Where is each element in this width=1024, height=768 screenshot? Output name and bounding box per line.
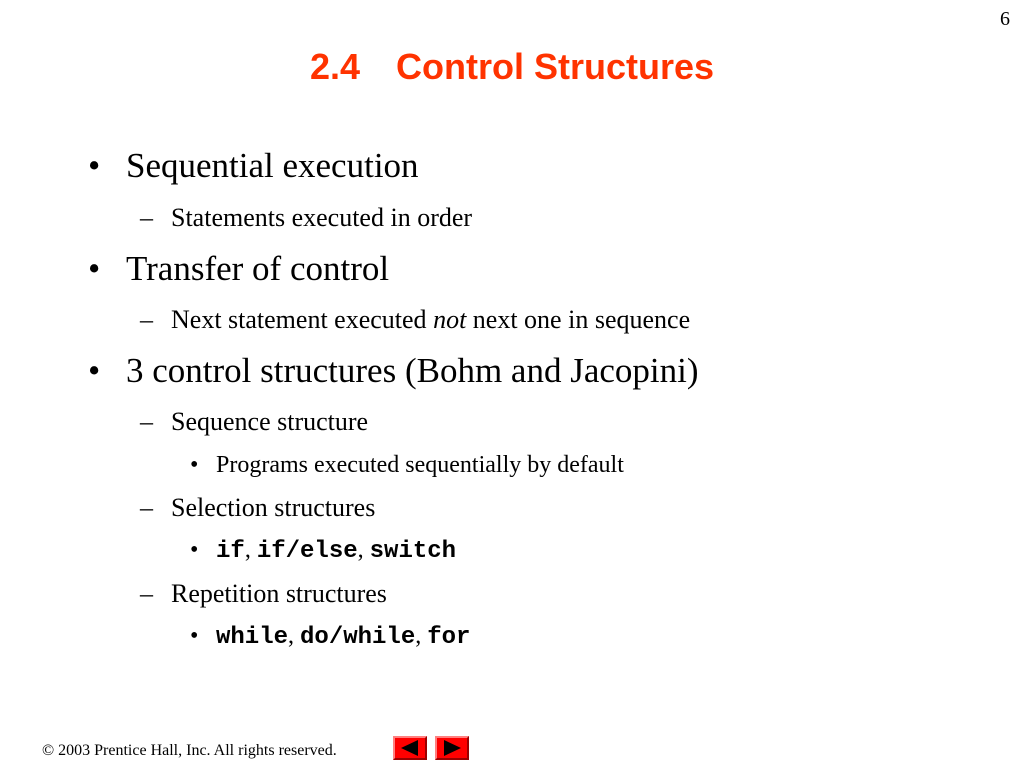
item-text	[216, 537, 456, 565]
sub-bullet-text: Selection structures	[171, 493, 376, 522]
copyright-text: 2003 Prentice Hall, Inc. All rights reserved.	[54, 742, 337, 759]
keyword-do-while: do/while	[300, 624, 416, 651]
right-triangle-icon	[437, 738, 467, 758]
separator: ,	[415, 623, 428, 649]
dash-marker: –	[140, 305, 153, 334]
keyword-for: for	[427, 624, 471, 651]
text-before-emphasis: Next statement executed	[171, 305, 434, 334]
bullet-text: Transfer of control	[126, 249, 390, 288]
text-after-emphasis: next one in sequence	[466, 305, 691, 334]
keyword-if: if	[216, 538, 245, 565]
next-slide-button[interactable]	[435, 736, 469, 760]
sub-bullet-text: Statements executed in order	[171, 203, 473, 232]
keyword-if-else: if/else	[256, 538, 358, 565]
copyright-footer	[42, 742, 337, 760]
dash-marker: –	[140, 579, 153, 608]
slide-title	[0, 46, 1024, 88]
bullet-marker: •	[190, 623, 199, 649]
copyright-symbol: ©	[42, 742, 55, 759]
separator: ,	[244, 537, 257, 563]
left-triangle-icon	[395, 738, 425, 758]
dash-marker: –	[140, 203, 153, 232]
title-text: Control Structures	[396, 46, 715, 87]
item-text: Programs executed sequentially by default	[216, 452, 624, 478]
bullet-marker: •	[190, 537, 199, 563]
keyword-while: while	[216, 624, 289, 651]
bullet-marker: •	[88, 146, 101, 185]
sub-bullet-text	[171, 305, 690, 335]
separator: ,	[357, 537, 370, 563]
dash-marker: –	[140, 493, 153, 522]
previous-slide-button[interactable]	[393, 736, 427, 760]
emphasis-not: not	[433, 305, 467, 334]
keyword-switch: switch	[369, 538, 457, 565]
bullet-text: 3 control structures (Bohm and Jacopini)	[126, 351, 699, 390]
section-number: 2.4	[309, 46, 360, 87]
sub-bullet-text: Sequence structure	[171, 407, 369, 436]
sub-bullet-text: Repetition structures	[171, 579, 387, 608]
bullet-text: Sequential execution	[126, 146, 419, 185]
bullet-marker: •	[88, 351, 101, 390]
bullet-marker: •	[190, 452, 199, 478]
slide-number: 6	[1000, 8, 1010, 30]
separator: ,	[288, 623, 301, 649]
item-text	[216, 623, 470, 651]
bullet-marker: •	[88, 249, 101, 288]
dash-marker: –	[140, 407, 153, 436]
